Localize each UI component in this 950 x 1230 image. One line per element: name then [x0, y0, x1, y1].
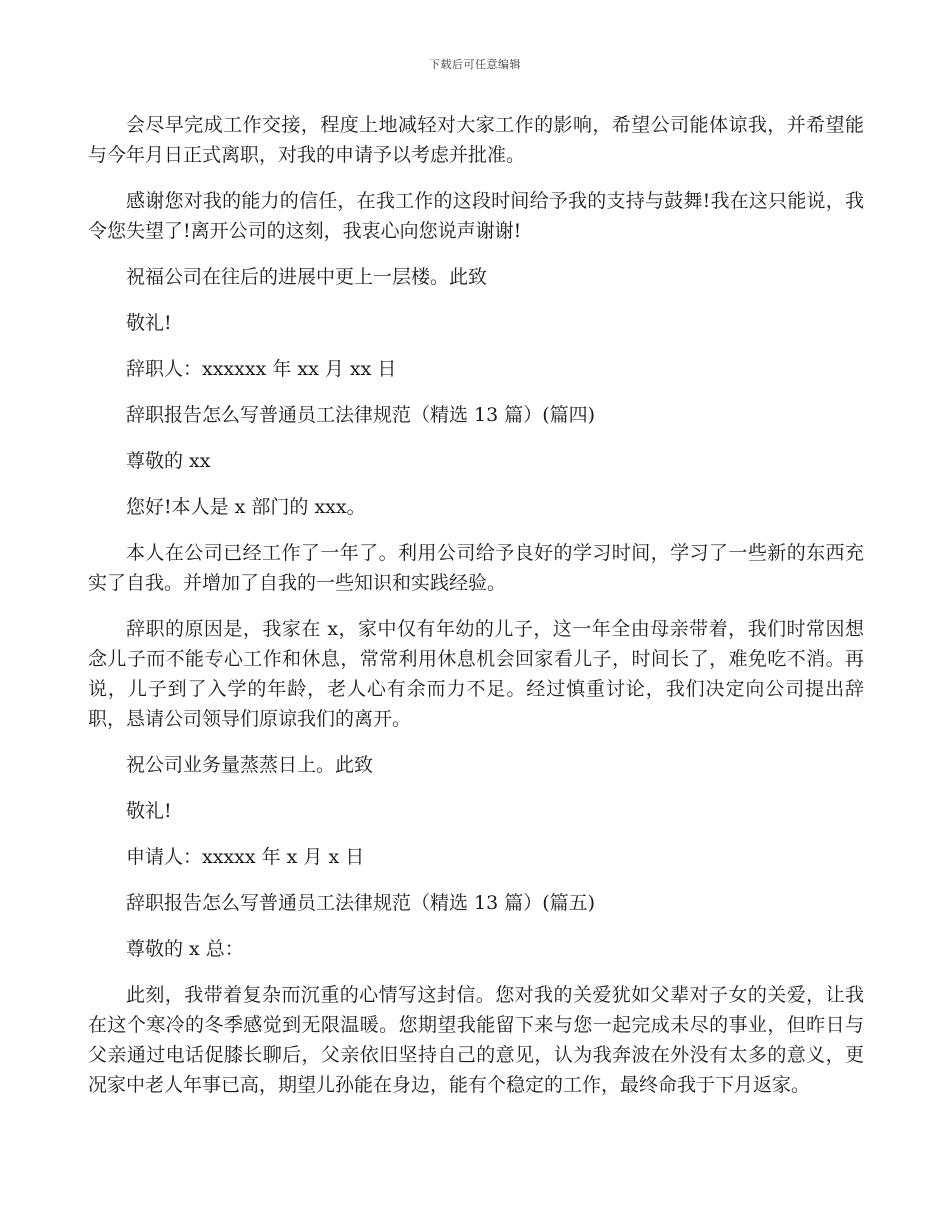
section-title-part5: 辞职报告怎么写普通员工法律规范（精选 13 篇）(篇五) — [126, 892, 596, 914]
paragraph-salute: 敬礼! — [126, 312, 172, 334]
section-title-part4: 辞职报告怎么写普通员工法律规范（精选 13 篇）(篇四) — [126, 404, 596, 426]
paragraph-greeting-2: 尊敬的 x 总： — [126, 938, 244, 960]
paragraph-applicant: 申请人：xxxxx 年 x 月 x 日 — [126, 846, 365, 868]
paragraph-greeting: 尊敬的 xx — [126, 450, 211, 472]
paragraph-blessing: 祝福公司在往后的进展中更上一层楼。此致 — [126, 266, 488, 288]
paragraph-handover: 会尽早完成工作交接，程度上地减轻对大家工作的影响，希望公司能体谅我，并希望能与今年月日正式离职，对我的申请予以考虑并批准。 — [88, 114, 864, 166]
paragraph-experience: 本人在公司已经工作了一年了。利用公司给予良好的学习时间，学习了一些新的东西充实了自我。并增加了自我的一些知识和实践经验。 — [88, 542, 864, 594]
document-body — [88, 110, 864, 1116]
paragraph-signature: 辞职人：xxxxxx 年 xx 月 xx 日 — [126, 358, 397, 380]
paragraph-reason: 辞职的原因是，我家在 x，家中仅有年幼的儿子，这一年全由母亲带着，我们时常因想念儿子而不能专心工作和休息，常常利用休息机会回家看儿子，时间长了，难免吃不消。再说，儿子到了入学的年龄，老人心有余而力不足。经过慎重讨论，我们决定向公司提出辞职，恳请公司领导们原谅我们的离开。 — [88, 618, 864, 730]
paragraph-salute-2: 敬礼! — [126, 800, 172, 822]
page-header: 下载后可任意编辑 — [429, 58, 521, 71]
paragraph-wish: 祝公司业务量蒸蒸日上。此致 — [126, 754, 374, 776]
paragraph-thanks: 感谢您对我的能力的信任，在我工作的这段时间给予我的支持与鼓舞!我在这只能说，我令您失望了!离开公司的这刻，我衷心向您说声谢谢! — [88, 190, 864, 242]
paragraph-letter-body: 此刻，我带着复杂而沉重的心情写这封信。您对我的关爱犹如父辈对子女的关爱，让我在这个寒冷的冬季感觉到无限温暖。您期望我能留下来与您一起完成未尽的事业，但昨日与父亲通过电话促膝长聊后，父亲依旧坚持自己的意见，认为我奔波在外没有太多的意义，更况家中老人年事已高，期望儿孙能在身边，能有个稳定的工作，最终命我于下月返家。 — [88, 984, 864, 1096]
paragraph-intro: 您好!本人是 x 部门的 xxx。 — [126, 496, 366, 518]
